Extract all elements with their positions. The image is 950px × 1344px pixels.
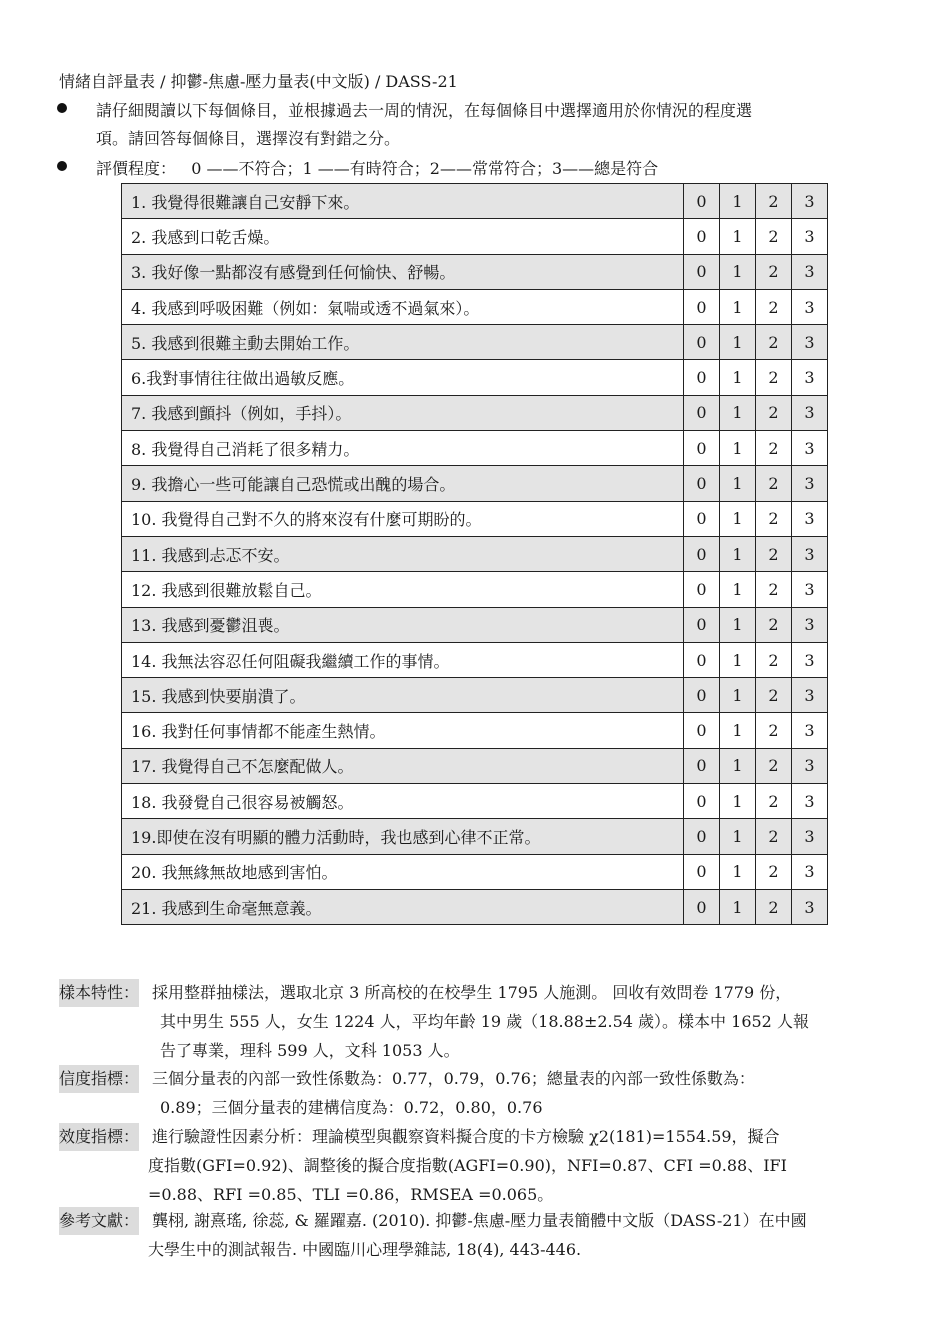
rating-option-2[interactable]: 2 [756, 642, 792, 677]
rating-option-3[interactable]: 3 [792, 501, 828, 536]
rating-option-2[interactable]: 2 [756, 466, 792, 501]
reference-text-line: 龔栩, 謝熹瑤, 徐蕊, & 羅躍嘉. (2010). 抑鬱-焦慮-壓力量表簡體中文版（DASS-21）在中國 [152, 1211, 807, 1230]
validity-text-line: 進行驗證性因素分析：理論模型與觀察資料擬合度的卡方檢驗 χ2(181)=1554.59，擬合 [152, 1127, 780, 1146]
table-row [122, 325, 828, 360]
rating-option-1[interactable]: 1 [720, 184, 756, 219]
item-text: 4. 我感到呼吸困難（例如：氣喘或透不過氣來）。 [122, 289, 684, 324]
reliability-label: 信度指標： [59, 1065, 139, 1093]
rating-option-1[interactable]: 1 [720, 713, 756, 748]
bullet-dot-icon [57, 161, 67, 171]
rating-option-3[interactable]: 3 [792, 219, 828, 254]
rating-option-2[interactable]: 2 [756, 819, 792, 854]
rating-scale-legend: 評價程度： 0 ——不符合；1 ——有時符合；2——常常符合；3——總是符合 [96, 159, 659, 178]
rating-option-3[interactable]: 3 [792, 854, 828, 889]
rating-option-1[interactable]: 1 [720, 254, 756, 289]
rating-option-3[interactable]: 3 [792, 289, 828, 324]
table-row [122, 219, 828, 254]
table-row [122, 501, 828, 536]
item-text: 12. 我感到很難放鬆自己。 [122, 572, 684, 607]
rating-option-0[interactable]: 0 [684, 889, 720, 924]
rating-option-0[interactable]: 0 [684, 536, 720, 571]
rating-option-0[interactable]: 0 [684, 854, 720, 889]
table-row [122, 889, 828, 924]
rating-option-0[interactable]: 0 [684, 325, 720, 360]
rating-option-2[interactable]: 2 [756, 784, 792, 819]
item-text: 20. 我無緣無故地感到害怕。 [122, 854, 684, 889]
rating-option-3[interactable]: 3 [792, 748, 828, 783]
item-text: 8. 我覺得自己消耗了很多精力。 [122, 431, 684, 466]
rating-option-1[interactable]: 1 [720, 360, 756, 395]
rating-option-3[interactable]: 3 [792, 466, 828, 501]
item-text: 3. 我好像一點都沒有感覺到任何愉快、舒暢。 [122, 254, 684, 289]
table-row [122, 360, 828, 395]
dass21-item-table [121, 183, 828, 925]
rating-option-3[interactable]: 3 [792, 642, 828, 677]
table-row [122, 289, 828, 324]
rating-option-1[interactable]: 1 [720, 431, 756, 466]
rating-option-2[interactable]: 2 [756, 713, 792, 748]
item-text: 1. 我覺得很難讓自己安靜下來。 [122, 184, 684, 219]
item-text: 21. 我感到生命毫無意義。 [122, 889, 684, 924]
table-row [122, 184, 828, 219]
rating-option-3[interactable]: 3 [792, 784, 828, 819]
sample-text-line: 採用整群抽樣法，選取北京 3 所高校的在校學生 1795 人施測。 回收有效問卷 1779 份， [152, 983, 792, 1002]
rating-option-2[interactable]: 2 [756, 254, 792, 289]
item-text: 17. 我覺得自己不怎麼配做人。 [122, 748, 684, 783]
rating-option-3[interactable]: 3 [792, 325, 828, 360]
table-row [122, 254, 828, 289]
item-text: 7. 我感到顫抖（例如，手抖）。 [122, 395, 684, 430]
rating-option-3[interactable]: 3 [792, 819, 828, 854]
rating-option-0[interactable]: 0 [684, 466, 720, 501]
table-row [122, 572, 828, 607]
rating-option-1[interactable]: 1 [720, 784, 756, 819]
rating-option-0[interactable]: 0 [684, 784, 720, 819]
sample-text-line: 告了專業，理科 599 人，文科 1053 人。 [160, 1041, 460, 1060]
rating-option-1[interactable]: 1 [720, 572, 756, 607]
rating-option-1[interactable]: 1 [720, 748, 756, 783]
rating-option-1[interactable]: 1 [720, 501, 756, 536]
validity-text-line: 度指數(GFI=0.92)、調整後的擬合度指數(AGFI=0.90)，NFI=0.87、CFI =0.88、IFI [148, 1156, 787, 1175]
rating-option-3[interactable]: 3 [792, 678, 828, 713]
rating-option-2[interactable]: 2 [756, 431, 792, 466]
table-row [122, 607, 828, 642]
rating-option-2[interactable]: 2 [756, 219, 792, 254]
rating-option-1[interactable]: 1 [720, 889, 756, 924]
rating-option-1[interactable]: 1 [720, 289, 756, 324]
rating-option-0[interactable]: 0 [684, 360, 720, 395]
table-row [122, 466, 828, 501]
rating-option-1[interactable]: 1 [720, 219, 756, 254]
rating-option-0[interactable]: 0 [684, 289, 720, 324]
rating-option-2[interactable]: 2 [756, 184, 792, 219]
rating-option-1[interactable]: 1 [720, 607, 756, 642]
item-text: 15. 我感到快要崩潰了。 [122, 678, 684, 713]
table-row [122, 536, 828, 571]
rating-option-2[interactable]: 2 [756, 501, 792, 536]
table-row [122, 642, 828, 677]
rating-option-2[interactable]: 2 [756, 325, 792, 360]
rating-option-2[interactable]: 2 [756, 748, 792, 783]
rating-option-3[interactable]: 3 [792, 889, 828, 924]
rating-option-0[interactable]: 0 [684, 184, 720, 219]
bullet-dot-icon [57, 103, 67, 113]
rating-option-0[interactable]: 0 [684, 748, 720, 783]
rating-option-2[interactable]: 2 [756, 854, 792, 889]
item-text: 13. 我感到憂鬱沮喪。 [122, 607, 684, 642]
rating-option-1[interactable]: 1 [720, 325, 756, 360]
document-title: 情緒自評量表 / 抑鬱-焦慮-壓力量表(中文版) / DASS-21 [59, 72, 458, 91]
item-text: 10. 我覺得自己對不久的將來沒有什麼可期盼的。 [122, 501, 684, 536]
rating-option-1[interactable]: 1 [720, 854, 756, 889]
table-row [122, 819, 828, 854]
rating-option-0[interactable]: 0 [684, 607, 720, 642]
rating-option-0[interactable]: 0 [684, 819, 720, 854]
rating-option-0[interactable]: 0 [684, 254, 720, 289]
rating-option-3[interactable]: 3 [792, 184, 828, 219]
rating-option-3[interactable]: 3 [792, 254, 828, 289]
table-row [122, 431, 828, 466]
item-text: 16. 我對任何事情都不能產生熱情。 [122, 713, 684, 748]
rating-option-3[interactable]: 3 [792, 395, 828, 430]
item-text: 2. 我感到口乾舌燥。 [122, 219, 684, 254]
rating-option-1[interactable]: 1 [720, 395, 756, 430]
item-text: 9. 我擔心一些可能讓自己恐慌或出醜的場合。 [122, 466, 684, 501]
rating-option-2[interactable]: 2 [756, 889, 792, 924]
sample-text-line: 其中男生 555 人，女生 1224 人，平均年齡 19 歲（18.88±2.54 歲）。樣本中 1652 人報 [160, 1012, 809, 1031]
rating-option-0[interactable]: 0 [684, 713, 720, 748]
rating-option-0[interactable]: 0 [684, 431, 720, 466]
item-text: 14. 我無法容忍任何阻礙我繼續工作的事情。 [122, 642, 684, 677]
item-text: 11. 我感到忐忑不安。 [122, 536, 684, 571]
item-text: 6.我對事情往往做出過敏反應。 [122, 360, 684, 395]
item-text: 5. 我感到很難主動去開始工作。 [122, 325, 684, 360]
rating-option-3[interactable]: 3 [792, 431, 828, 466]
table-row [122, 713, 828, 748]
rating-option-0[interactable]: 0 [684, 395, 720, 430]
rating-option-1[interactable]: 1 [720, 536, 756, 571]
item-text: 18. 我發覺自己很容易被觸怒。 [122, 784, 684, 819]
validity-label: 效度指標： [59, 1123, 139, 1151]
rating-option-2[interactable]: 2 [756, 607, 792, 642]
item-text: 19.即使在沒有明顯的體力活動時，我也感到心律不正常。 [122, 819, 684, 854]
rating-option-2[interactable]: 2 [756, 395, 792, 430]
rating-option-2[interactable]: 2 [756, 289, 792, 324]
rating-option-0[interactable]: 0 [684, 678, 720, 713]
table-row [122, 678, 828, 713]
instruction-text-line: 項。請回答每個條目，選擇沒有對錯之分。 [96, 129, 401, 148]
reference-label: 參考文獻： [59, 1207, 139, 1235]
rating-option-0[interactable]: 0 [684, 219, 720, 254]
table-row [122, 748, 828, 783]
rating-option-0[interactable]: 0 [684, 501, 720, 536]
rating-option-0[interactable]: 0 [684, 572, 720, 607]
table-row [122, 784, 828, 819]
rating-option-2[interactable]: 2 [756, 572, 792, 607]
reliability-text-line: 0.89；三個分量表的建構信度為：0.72，0.80，0.76 [160, 1098, 543, 1117]
rating-option-1[interactable]: 1 [720, 819, 756, 854]
sample-label: 樣本特性： [59, 979, 139, 1007]
rating-option-1[interactable]: 1 [720, 466, 756, 501]
rating-option-3[interactable]: 3 [792, 607, 828, 642]
rating-option-2[interactable]: 2 [756, 536, 792, 571]
rating-option-3[interactable]: 3 [792, 713, 828, 748]
rating-option-3[interactable]: 3 [792, 572, 828, 607]
rating-option-3[interactable]: 3 [792, 360, 828, 395]
validity-text-line: =0.88、RFI =0.85、TLI =0.86，RMSEA =0.065。 [148, 1185, 554, 1204]
table-row [122, 854, 828, 889]
rating-option-2[interactable]: 2 [756, 360, 792, 395]
reference-text-line: 大學生中的測試報告. 中國臨川心理學雜誌, 18(4), 443-446. [148, 1240, 582, 1259]
rating-option-2[interactable]: 2 [756, 678, 792, 713]
rating-option-1[interactable]: 1 [720, 678, 756, 713]
rating-option-1[interactable]: 1 [720, 642, 756, 677]
table-row [122, 395, 828, 430]
rating-option-3[interactable]: 3 [792, 536, 828, 571]
reliability-text-line: 三個分量表的內部一致性係數為：0.77，0.79，0.76；總量表的內部一致性係數為： [152, 1069, 755, 1088]
rating-option-0[interactable]: 0 [684, 642, 720, 677]
instruction-text-line: 請仔細閱讀以下每個條目，並根據過去一周的情況，在每個條目中選擇適用於你情況的程度選 [96, 101, 753, 120]
